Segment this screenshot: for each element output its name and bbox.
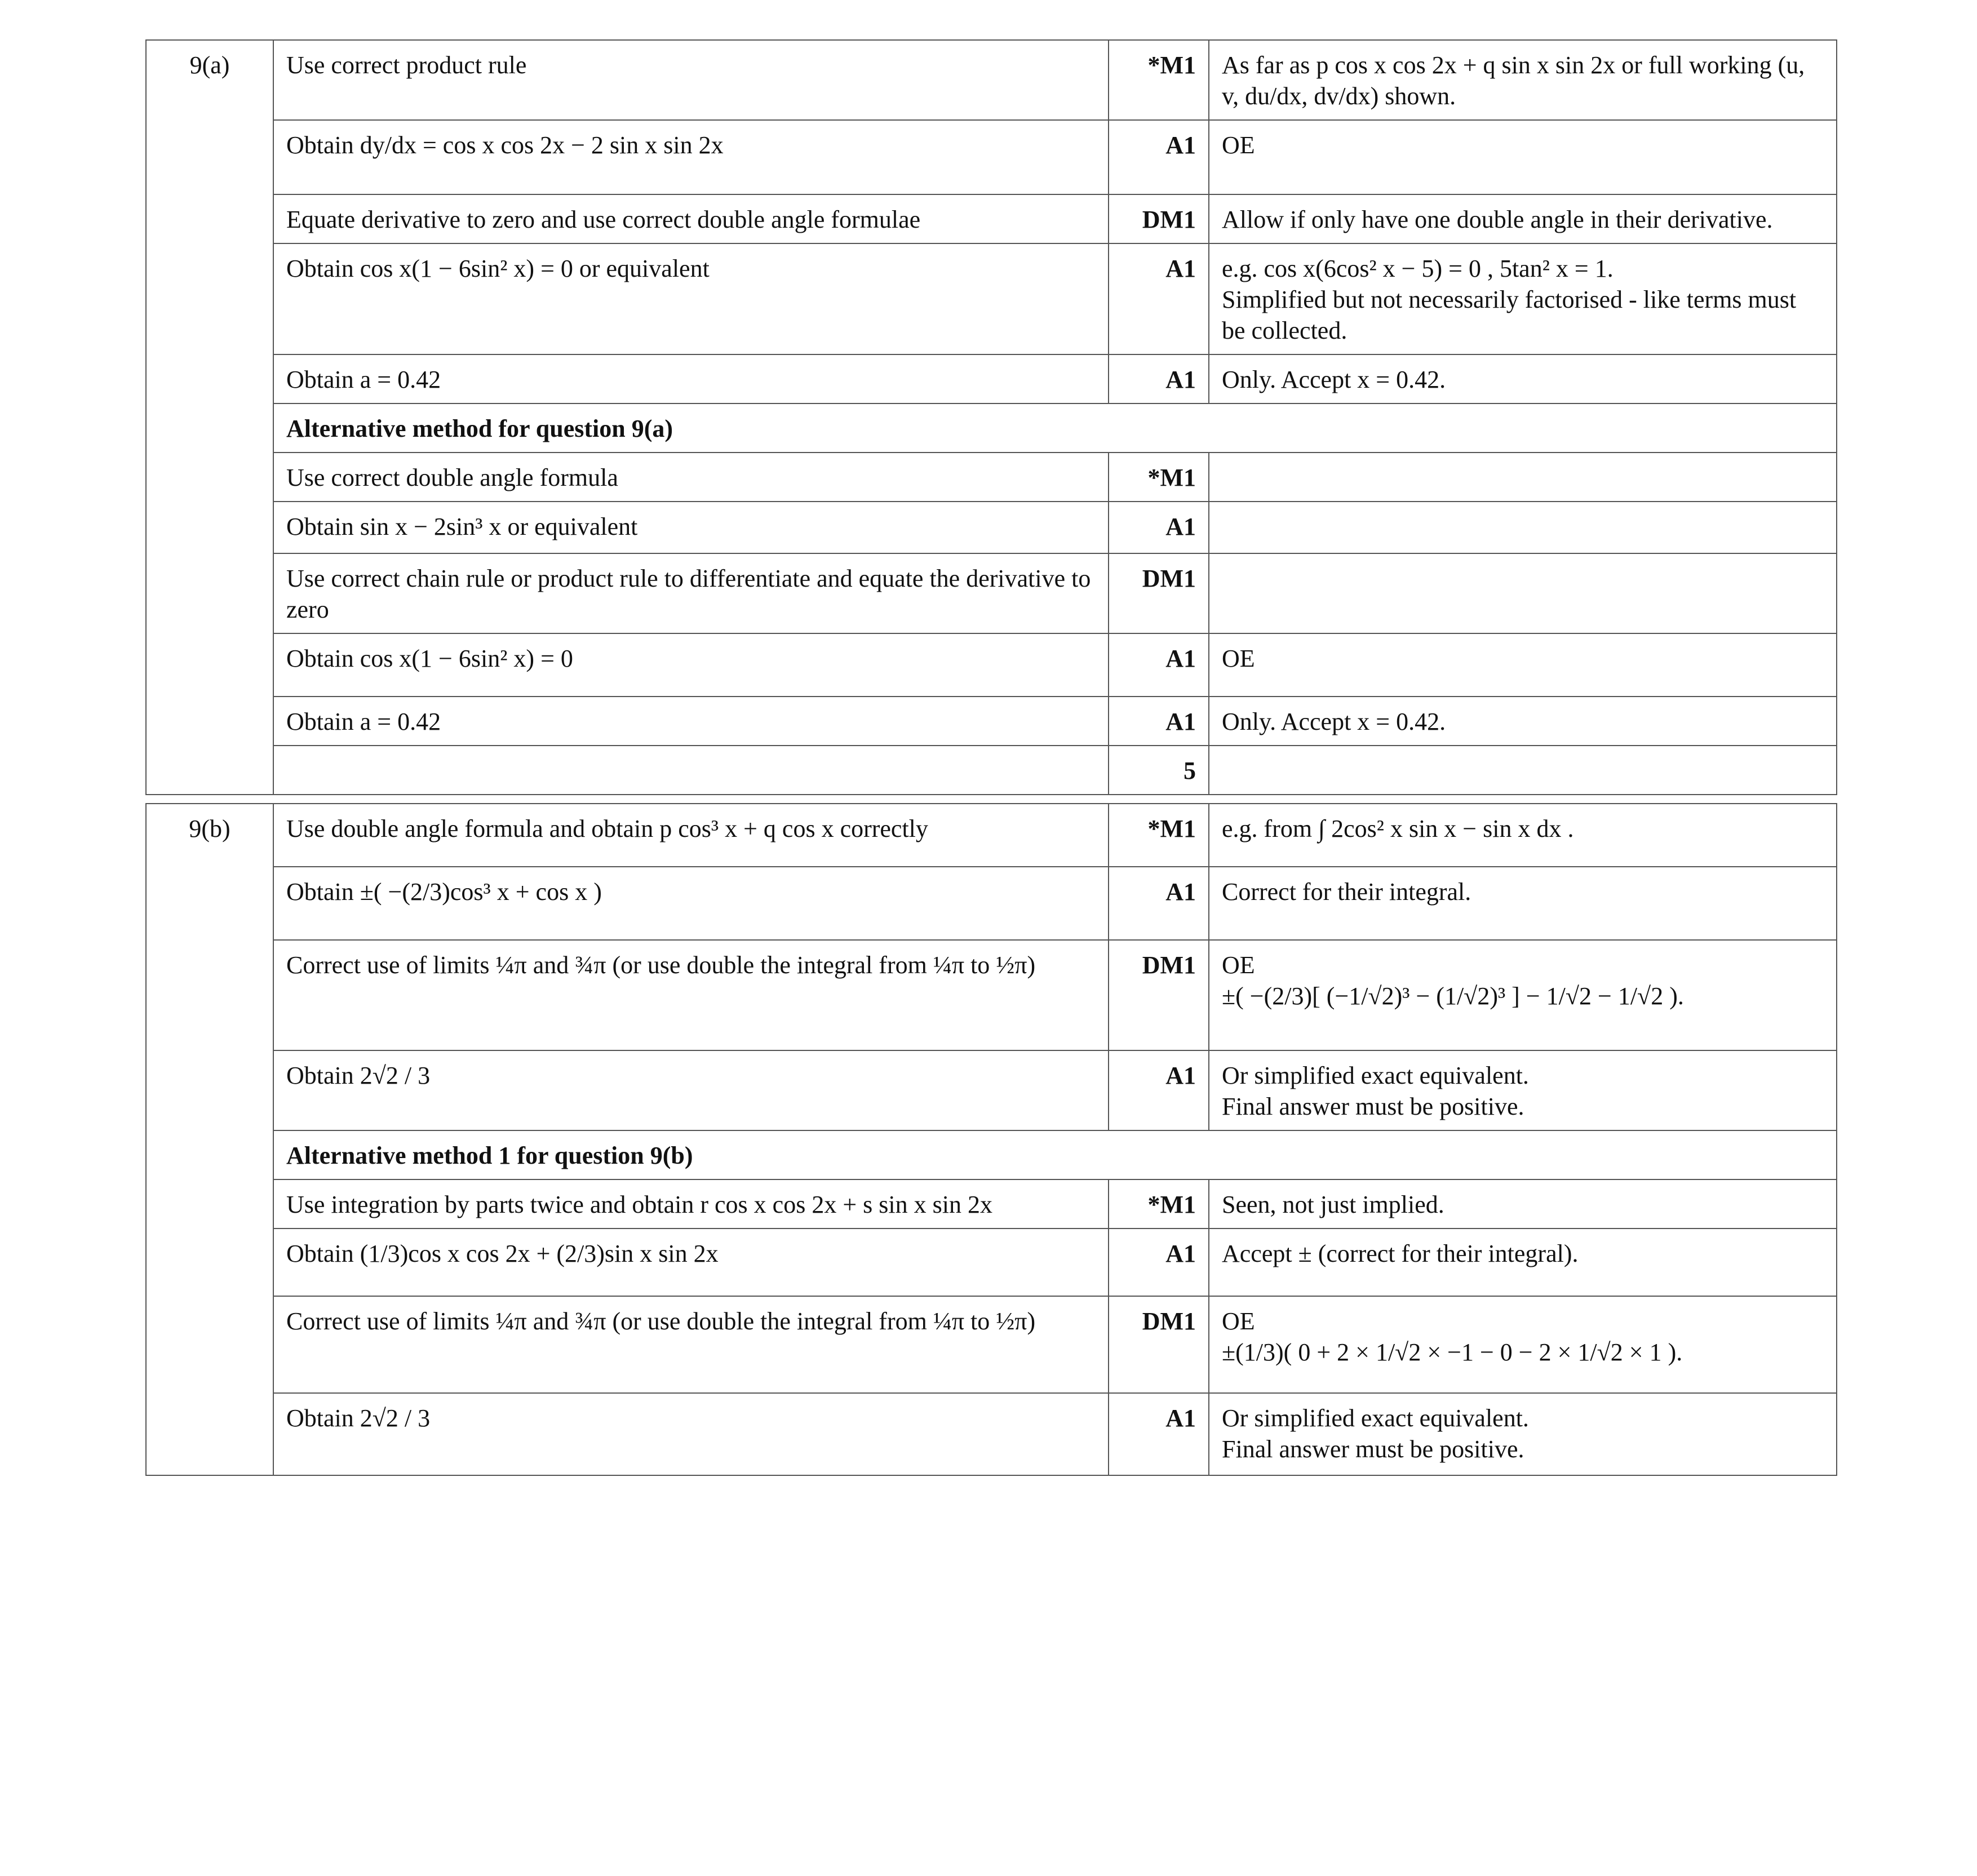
mark-cell-text: A1	[1165, 645, 1196, 672]
scheme-row	[146, 194, 1837, 243]
answer-cell-text: Use integration by parts twice and obtain r cos x cos 2x + s sin x sin 2x	[286, 1191, 992, 1218]
guidance-cell	[1209, 804, 1837, 867]
mark-cell	[1109, 553, 1209, 633]
part-separator	[146, 795, 1837, 804]
answer-cell	[273, 633, 1109, 697]
alt-method-heading: Alternative method 1 for question 9(b)	[273, 1130, 1837, 1179]
answer-cell	[273, 553, 1109, 633]
guidance-cell	[1209, 633, 1837, 697]
mark-cell	[1109, 1229, 1209, 1296]
guidance-cell	[1209, 243, 1837, 354]
guidance-cell	[1209, 502, 1837, 553]
guidance-line: Or simplified exact equivalent.	[1222, 1404, 1529, 1432]
answer-cell	[273, 697, 1109, 746]
guidance-cell	[1209, 697, 1837, 746]
scheme-row	[146, 243, 1837, 354]
guidance-cell	[1209, 553, 1837, 633]
guidance-line: Allow if only have one double angle in their derivative.	[1222, 206, 1773, 233]
guidance-cell	[1209, 1179, 1837, 1229]
mark-cell-text: DM1	[1142, 1307, 1196, 1335]
mark-cell	[1109, 194, 1209, 243]
mark-cell	[1109, 243, 1209, 354]
mark-cell-text: A1	[1165, 708, 1196, 735]
guidance-cell	[1209, 120, 1837, 194]
mark-cell	[1109, 697, 1209, 746]
guidance-line: Final answer must be positive.	[1222, 1093, 1524, 1120]
answer-cell-text: Obtain 2√2 / 3	[286, 1062, 431, 1089]
mark-cell	[1109, 804, 1209, 867]
scheme-row	[146, 120, 1837, 194]
mark-cell-text: A1	[1165, 878, 1196, 906]
guidance-cell	[1209, 40, 1837, 120]
answer-cell-text: Use double angle formula and obtain p cos³ x + q cos x correctly	[286, 815, 928, 842]
guidance-cell	[1209, 940, 1837, 1050]
guidance-line: OE	[1222, 951, 1255, 979]
guidance-line: Or simplified exact equivalent.	[1222, 1062, 1529, 1089]
mark-cell	[1109, 453, 1209, 502]
mark-scheme-table	[145, 39, 1837, 1476]
mark-cell-text: *M1	[1147, 51, 1196, 79]
mark-scheme-page	[145, 39, 1836, 1476]
guidance-cell	[1209, 1393, 1837, 1475]
answer-cell	[273, 1393, 1109, 1475]
mark-cell	[1109, 502, 1209, 553]
guidance-line: OE	[1222, 1307, 1255, 1335]
mark-cell	[1109, 633, 1209, 697]
guidance-cell	[1209, 746, 1837, 795]
scheme-row	[146, 940, 1837, 1050]
guidance-cell	[1209, 1229, 1837, 1296]
answer-cell	[273, 867, 1109, 940]
answer-cell	[273, 354, 1109, 403]
answer-cell	[273, 1179, 1109, 1229]
scheme-row	[146, 40, 1837, 120]
question-label-9b: 9(b)	[146, 804, 273, 1475]
guidance-line: e.g. cos x(6cos² x − 5) = 0 , 5tan² x = 1.	[1222, 255, 1613, 282]
guidance-line: Final answer must be positive.	[1222, 1435, 1524, 1463]
separator-cell	[146, 795, 1837, 804]
mark-cell	[1109, 120, 1209, 194]
guidance-cell	[1209, 453, 1837, 502]
mark-cell	[1109, 1296, 1209, 1393]
answer-cell	[273, 746, 1109, 795]
mark-cell-text: DM1	[1142, 951, 1196, 979]
scheme-row	[146, 1296, 1837, 1393]
answer-cell	[273, 502, 1109, 553]
guidance-line: Accept ± (correct for their integral).	[1222, 1240, 1579, 1267]
scheme-row	[146, 354, 1837, 403]
answer-cell-text: Use correct product rule	[286, 51, 527, 79]
mark-cell-text: A1	[1165, 513, 1196, 540]
guidance-cell	[1209, 194, 1837, 243]
answer-cell	[273, 1296, 1109, 1393]
answer-cell-text: Use correct double angle formula	[286, 464, 618, 491]
answer-cell	[273, 120, 1109, 194]
guidance-cell	[1209, 1296, 1837, 1393]
answer-cell	[273, 940, 1109, 1050]
mark-cell-text: *M1	[1147, 815, 1196, 842]
total-row	[146, 746, 1837, 795]
answer-cell	[273, 1229, 1109, 1296]
scheme-row	[146, 633, 1837, 697]
mark-cell	[1109, 1179, 1209, 1229]
mark-cell-text: DM1	[1142, 565, 1196, 592]
mark-cell	[1109, 1393, 1209, 1475]
answer-cell	[273, 804, 1109, 867]
scheme-row	[146, 697, 1837, 746]
answer-cell-text: Obtain sin x − 2sin³ x or equivalent	[286, 513, 638, 540]
answer-cell-text: Correct use of limits ¼π and ¾π (or use double the integral from ¼π to ½π)	[286, 1307, 1036, 1335]
mark-cell-text: A1	[1165, 366, 1196, 393]
total-marks: 5	[1109, 746, 1209, 795]
answer-cell-text: Obtain dy/dx = cos x cos 2x − 2 sin x sin 2x	[286, 131, 724, 159]
guidance-line: As far as p cos x cos 2x + q sin x sin 2x or full working (u, v, du/dx, dv/dx) shown.	[1222, 51, 1805, 110]
guidance-line: OE	[1222, 131, 1255, 159]
answer-cell	[273, 1050, 1109, 1130]
mark-cell-text: A1	[1165, 255, 1196, 282]
mark-cell	[1109, 867, 1209, 940]
mark-cell	[1109, 40, 1209, 120]
guidance-line: Seen, not just implied.	[1222, 1191, 1444, 1218]
answer-cell	[273, 194, 1109, 243]
mark-cell	[1109, 1050, 1209, 1130]
guidance-line: e.g. from ∫ 2cos² x sin x − sin x dx .	[1222, 815, 1574, 842]
mark-cell-text: A1	[1165, 1240, 1196, 1267]
answer-cell-text: Obtain 2√2 / 3	[286, 1404, 431, 1432]
mark-cell-text: DM1	[1142, 206, 1196, 233]
scheme-row	[146, 1229, 1837, 1296]
scheme-row	[146, 453, 1837, 502]
mark-cell-text: A1	[1165, 131, 1196, 159]
guidance-line: ±(1/3)( 0 + 2 × 1/√2 × −1 − 0 − 2 × 1/√2 × 1 ).	[1222, 1338, 1683, 1366]
alt-method-row	[146, 403, 1837, 453]
mark-cell-text: *M1	[1147, 464, 1196, 491]
scheme-row	[146, 502, 1837, 553]
answer-cell-text: Correct use of limits ¼π and ¾π (or use double the integral from ¼π to ½π)	[286, 951, 1036, 979]
guidance-cell	[1209, 867, 1837, 940]
mark-cell-text: A1	[1165, 1062, 1196, 1089]
answer-cell-text: Use correct chain rule or product rule to differentiate and equate the derivative to zero	[286, 565, 1091, 623]
guidance-cell	[1209, 354, 1837, 403]
answer-cell-text: Obtain ±( −(2/3)cos³ x + cos x )	[286, 878, 602, 906]
answer-cell-text: Obtain cos x(1 − 6sin² x) = 0	[286, 645, 573, 672]
answer-cell-text: Equate derivative to zero and use correct double angle formulae	[286, 206, 921, 233]
alt-method-heading: Alternative method for question 9(a)	[273, 403, 1837, 453]
guidance-line: ±( −(2/3)[ (−1/√2)³ − (1/√2)³ ] − 1/√2 − 1/√2 ).	[1222, 982, 1684, 1010]
guidance-line: Correct for their integral.	[1222, 878, 1471, 906]
answer-cell	[273, 40, 1109, 120]
answer-cell	[273, 453, 1109, 502]
answer-cell-text: Obtain a = 0.42	[286, 708, 441, 735]
alt-method-row	[146, 1130, 1837, 1179]
mark-cell	[1109, 940, 1209, 1050]
scheme-row	[146, 553, 1837, 633]
mark-cell	[1109, 354, 1209, 403]
guidance-line: OE	[1222, 645, 1255, 672]
guidance-cell	[1209, 1050, 1837, 1130]
guidance-line: Simplified but not necessarily factorised - like terms must be collected.	[1222, 286, 1797, 344]
guidance-line: Only. Accept x = 0.42.	[1222, 366, 1446, 393]
scheme-row	[146, 804, 1837, 867]
question-label-9a: 9(a)	[146, 40, 273, 795]
mark-cell-text: *M1	[1147, 1191, 1196, 1218]
answer-cell-text: Obtain (1/3)cos x cos 2x + (2/3)sin x sin 2x	[286, 1240, 719, 1267]
scheme-row	[146, 1179, 1837, 1229]
scheme-row	[146, 1393, 1837, 1475]
guidance-line: Only. Accept x = 0.42.	[1222, 708, 1446, 735]
answer-cell-text: Obtain cos x(1 − 6sin² x) = 0 or equivalent	[286, 255, 710, 282]
answer-cell	[273, 243, 1109, 354]
mark-cell-text: A1	[1165, 1404, 1196, 1432]
scheme-row	[146, 867, 1837, 940]
scheme-row	[146, 1050, 1837, 1130]
answer-cell-text: Obtain a = 0.42	[286, 366, 441, 393]
